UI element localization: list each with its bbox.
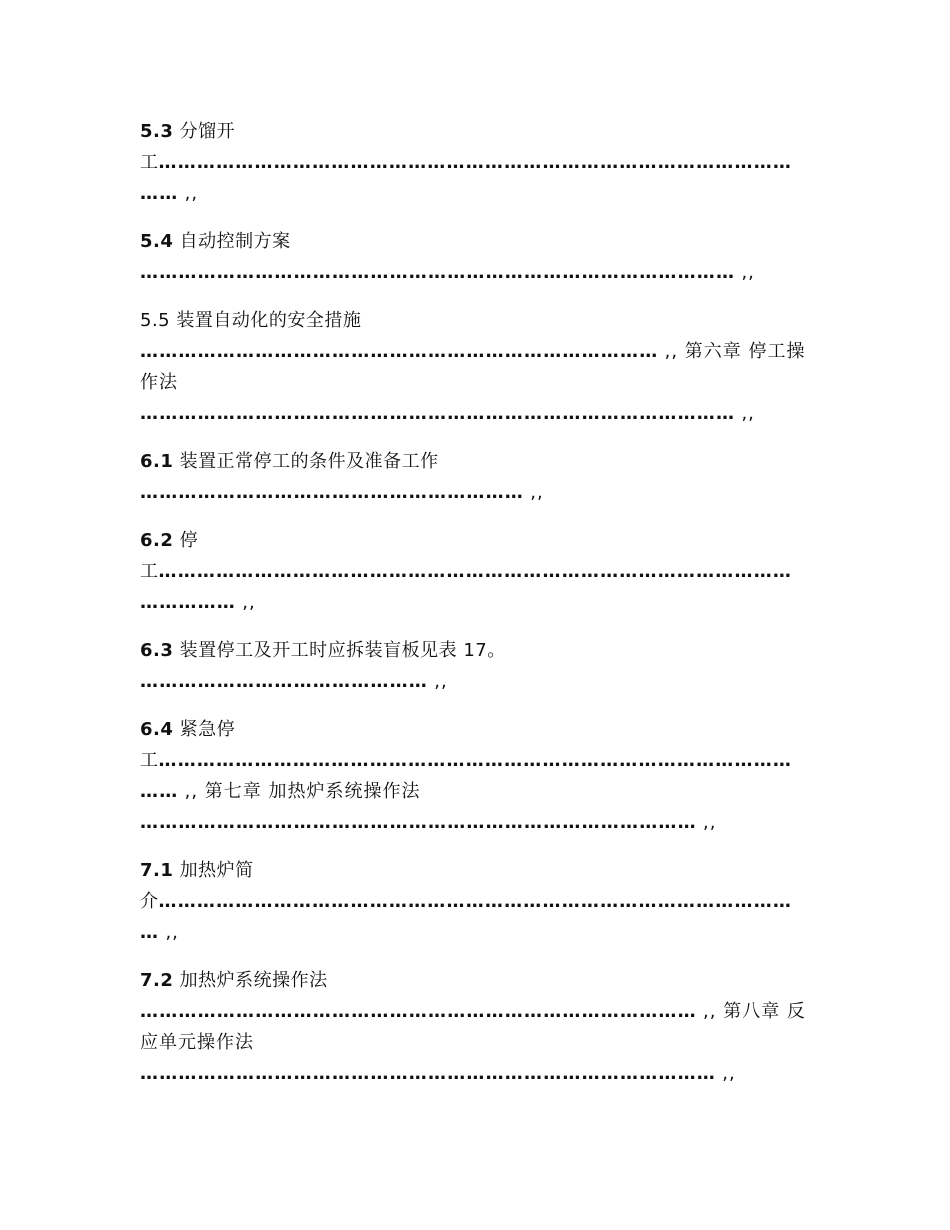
toc-title: 加热炉系统操作法: [179, 970, 328, 991]
toc-entry-6-2: [140, 525, 810, 618]
toc-page-ref: ,,: [741, 403, 755, 424]
toc-number: 5.3: [140, 121, 174, 142]
toc-page-ref: ,, 第八章 反应单元操作法: [140, 1001, 806, 1053]
toc-leader-dots: ………………………………………………………………………………: [140, 1063, 716, 1084]
toc-leader-dots: …………………………………………………………………………………: [140, 262, 736, 283]
toc-page-ref: ,,: [165, 922, 179, 943]
toc-leader-dots: ………………………………………………………………………: [140, 341, 659, 362]
toc-title: 停工: [140, 530, 199, 582]
toc-entry-7-2: [140, 965, 810, 1058]
toc-page-ref: ,,: [722, 1063, 736, 1084]
toc-number: 6.2: [140, 530, 174, 551]
toc-number: 5.4: [140, 231, 174, 252]
toc-leader-dots: …………………………………………………………………………………: [140, 403, 736, 424]
toc-page-ref: ,,: [703, 812, 717, 833]
toc-entry-5-5: [140, 305, 810, 398]
toc-page-ref: ,, 第六章 停工操作法: [140, 341, 806, 393]
toc-leader-dots: …………………………………………………………………………………………: [140, 891, 793, 943]
toc-title: 紧急停工: [140, 719, 236, 771]
toc-leader-dots: ……………………………………………………………………………: [140, 812, 697, 833]
toc-title: 装置停工及开工时应拆装盲板见表 17。: [179, 640, 506, 661]
toc-page-ref: ,,: [242, 592, 256, 613]
toc-title: 自动控制方案: [179, 231, 291, 252]
toc-number: 7.1: [140, 860, 174, 881]
toc-leader-dots: ……………………………………………………………………………………………: [140, 152, 793, 204]
toc-page-ref: ,, 第七章 加热炉系统操作法: [184, 781, 421, 802]
toc-entry-7-1: [140, 855, 810, 948]
toc-leader-dots: ……………………………………………………: [140, 482, 524, 503]
toc-entry-chapter-8: [140, 1058, 810, 1089]
toc-page-ref: ,,: [530, 482, 544, 503]
toc-entry-5-4: [140, 226, 810, 288]
toc-leader-dots: ……………………………………………………………………………………………: [140, 750, 793, 802]
toc-leader-dots: ……………………………………………………………………………………………………: [140, 561, 793, 613]
toc-entry-6-3: [140, 635, 810, 697]
toc-page-ref: ,,: [741, 262, 755, 283]
toc-number: 7.2: [140, 970, 174, 991]
table-of-contents: [140, 116, 810, 1106]
toc-entry-chapter-7: [140, 807, 810, 838]
toc-title: 5.5 装置自动化的安全措施: [140, 310, 362, 331]
toc-entry-6-1: [140, 446, 810, 508]
toc-number: 6.3: [140, 640, 174, 661]
toc-leader-dots: ……………………………………………………………………………: [140, 1001, 697, 1022]
toc-title: 分馏开工: [140, 121, 236, 173]
toc-number: 6.1: [140, 451, 174, 472]
toc-title: 装置正常停工的条件及准备工作: [179, 451, 439, 472]
toc-page-ref: ,,: [184, 183, 199, 204]
toc-entry-5-3: [140, 116, 810, 209]
toc-page-ref: ,,: [434, 671, 448, 692]
toc-number: 6.4: [140, 719, 174, 740]
toc-entry-6-4: [140, 714, 810, 807]
toc-title: 加热炉简介: [140, 860, 254, 912]
toc-entry-chapter-6: [140, 398, 810, 429]
toc-leader-dots: ………………………………………: [140, 671, 428, 692]
